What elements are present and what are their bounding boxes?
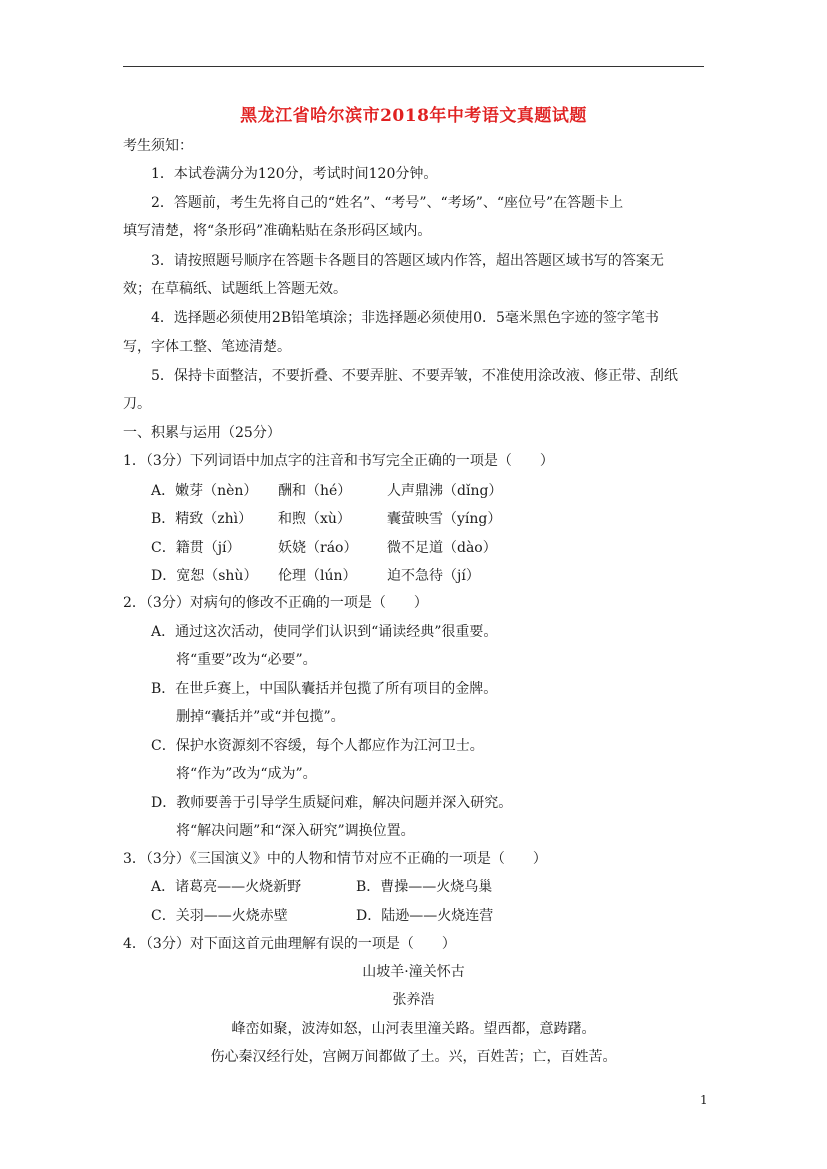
notice-item-2-line-1: 2．答题前，考生先将自己的“姓名”、“考号”、“考场”、“座位号”在答题卡上: [151, 195, 624, 211]
q2-option-c: C．保护水资源刻不容缓，每个人都应作为江河卫士。: [151, 738, 484, 754]
question-4-stem: 4．（3分）对下面这首元曲理解有误的一项是（ ）: [123, 936, 456, 952]
q3-option-a: A．诸葛亮——火烧新野: [151, 879, 302, 895]
poem-author: 张养浩: [392, 992, 435, 1008]
page-title: 黑龙江省哈尔滨市2018年中考语文真题试题: [240, 106, 587, 126]
q1-option-a-word-1: A．嫩芽（nèn）: [151, 483, 258, 499]
header-rule: [123, 66, 704, 67]
notice-item-5-line-2: 刀。: [123, 396, 151, 412]
notice-item-3-line-1: 3．请按照题号顺序在答题卡各题目的答题区域内作答，超出答题区域书写的答案无: [151, 253, 664, 269]
notice-item-4-line-1: 4．选择题必须使用2B铅笔填涂；非选择题必须使用0．5毫米黑色字迹的签字笔书: [151, 310, 659, 326]
q2-option-d-fix: 将“解决问题”和“深入研究”调换位置。: [176, 823, 415, 839]
q1-option-a-word-3: 人声鼎沸（dǐng）: [387, 483, 503, 499]
poem-title: 山坡羊·潼关怀古: [362, 964, 465, 980]
question-1-stem: 1．（3分）下列词语中加点字的注音和书写完全正确的一项是（ ）: [123, 453, 554, 469]
q2-option-b-fix: 删掉“囊括并”或“并包揽”。: [176, 709, 345, 725]
notice-item-5-line-1: 5．保持卡面整洁，不要折叠、不要弄脏、不要弄皱，不准使用涂改液、修正带、刮纸: [151, 368, 678, 384]
q3-option-d: D．陆逊——火烧连营: [356, 908, 494, 924]
poem-line-1: 峰峦如聚，波涛如怒，山河表里潼关路。望西都，意踌躇。: [231, 1021, 596, 1037]
q1-option-d-word-2: 伦理（lún）: [278, 568, 357, 584]
poem-line-2: 伤心秦汉经行处，宫阙万间都做了土。兴，百姓苦；亡，百姓苦。: [210, 1049, 617, 1065]
notice-heading: 考生须知：: [123, 138, 193, 154]
q2-option-a-fix: 将“重要”改为“必要”。: [176, 652, 317, 668]
q1-option-a-word-2: 酬和（hé）: [278, 483, 352, 499]
section-heading: 一、积累与运用（25分）: [123, 425, 281, 441]
q1-option-b-word-1: B．精致（zhì）: [151, 511, 253, 527]
notice-item-2-line-2: 填写清楚，将“条形码”准确粘贴在条形码区域内。: [123, 223, 432, 239]
q3-option-c: C．关羽——火烧赤壁: [151, 908, 288, 924]
q1-option-b-word-2: 和煦（xù）: [278, 511, 351, 527]
q2-option-b: B．在世乒赛上，中国队囊括并包揽了所有项目的金牌。: [151, 681, 498, 697]
q1-option-c-word-1: C．籍贯（jí）: [151, 540, 241, 556]
q1-option-d-word-3: 迫不急待（jí）: [387, 568, 480, 584]
q2-option-c-fix: 将“作为”改为“成为”。: [176, 766, 317, 782]
page-number: 1: [700, 1093, 708, 1107]
question-2-stem: 2．（3分）对病句的修改不正确的一项是（ ）: [123, 595, 428, 611]
q1-option-b-word-3: 囊萤映雪（yíng）: [387, 511, 502, 527]
q1-option-c-word-2: 妖娆（ráo）: [278, 540, 358, 556]
q3-option-b: B．曹操——火烧乌巢: [356, 879, 493, 895]
q2-option-d: D．教师要善于引导学生质疑问难，解决问题并深入研究。: [151, 795, 513, 811]
q2-option-a: A．通过这次活动，使同学们认识到“诵读经典”很重要。: [151, 624, 498, 640]
q1-option-c-word-3: 微不足道（dào）: [387, 540, 497, 556]
q1-option-d-word-1: D．宽恕（shù）: [151, 568, 258, 584]
notice-item-4-line-2: 写，字体工整、笔迹清楚。: [123, 339, 291, 355]
notice-item-1: 1．本试卷满分为120分，考试时间120分钟。: [151, 166, 438, 182]
question-3-stem: 3．（3分）《三国演义》中的人物和情节对应不正确的一项是（ ）: [123, 851, 547, 867]
notice-item-3-line-2: 效；在草稿纸、试题纸上答题无效。: [123, 281, 347, 297]
